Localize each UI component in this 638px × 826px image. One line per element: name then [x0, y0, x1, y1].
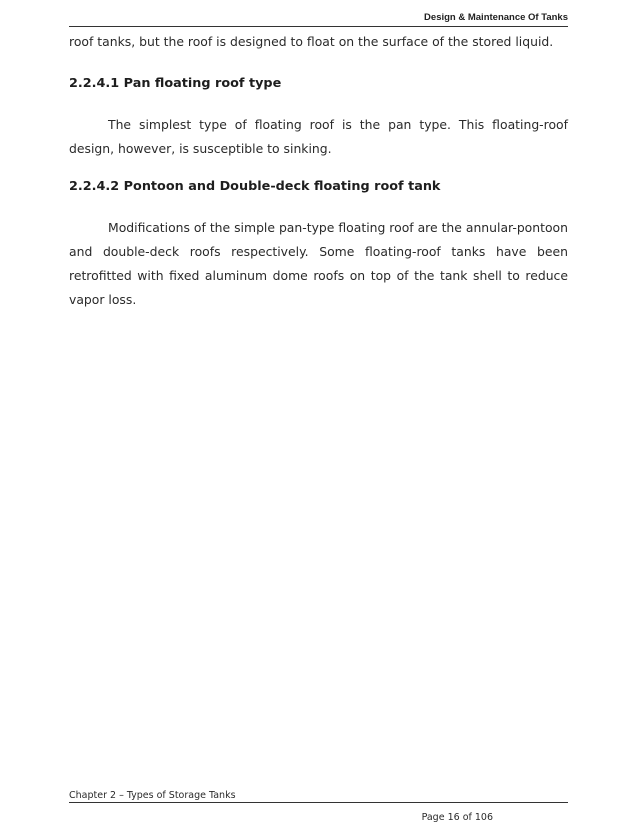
footer-chapter — [69, 789, 568, 803]
page-number: Page 16 of 106 — [421, 812, 493, 823]
intro-paragraph: roof tanks, but the roof is designed to float on the surface of the stored liquid. — [69, 34, 554, 49]
running-header — [69, 11, 568, 27]
chapter-label: Chapter 2 – Types of Storage Tanks — [69, 790, 236, 801]
section-paragraph-pontoon-double-deck: Modifications of the simple pan-type floating roof are the annular-pontoon and double-deck roofs respectively. Some floating-roof tanks have been retrofitted with fixed aluminum dome roofs on top of the tank shell to reduce vapor loss. — [69, 220, 568, 307]
document-title: Design & Maintenance Of Tanks — [424, 12, 568, 23]
section-paragraph-pan-floating-roof: The simplest type of floating roof is the pan type. This floating-roof design, however, is susceptible to sinking. — [69, 117, 568, 156]
page-content — [69, 30, 568, 312]
section-heading-pontoon-double-deck: 2.2.4.2 Pontoon and Double-deck floating roof tank — [69, 179, 441, 194]
section-heading-pan-floating-roof: 2.2.4.1 Pan floating roof type — [69, 76, 282, 91]
